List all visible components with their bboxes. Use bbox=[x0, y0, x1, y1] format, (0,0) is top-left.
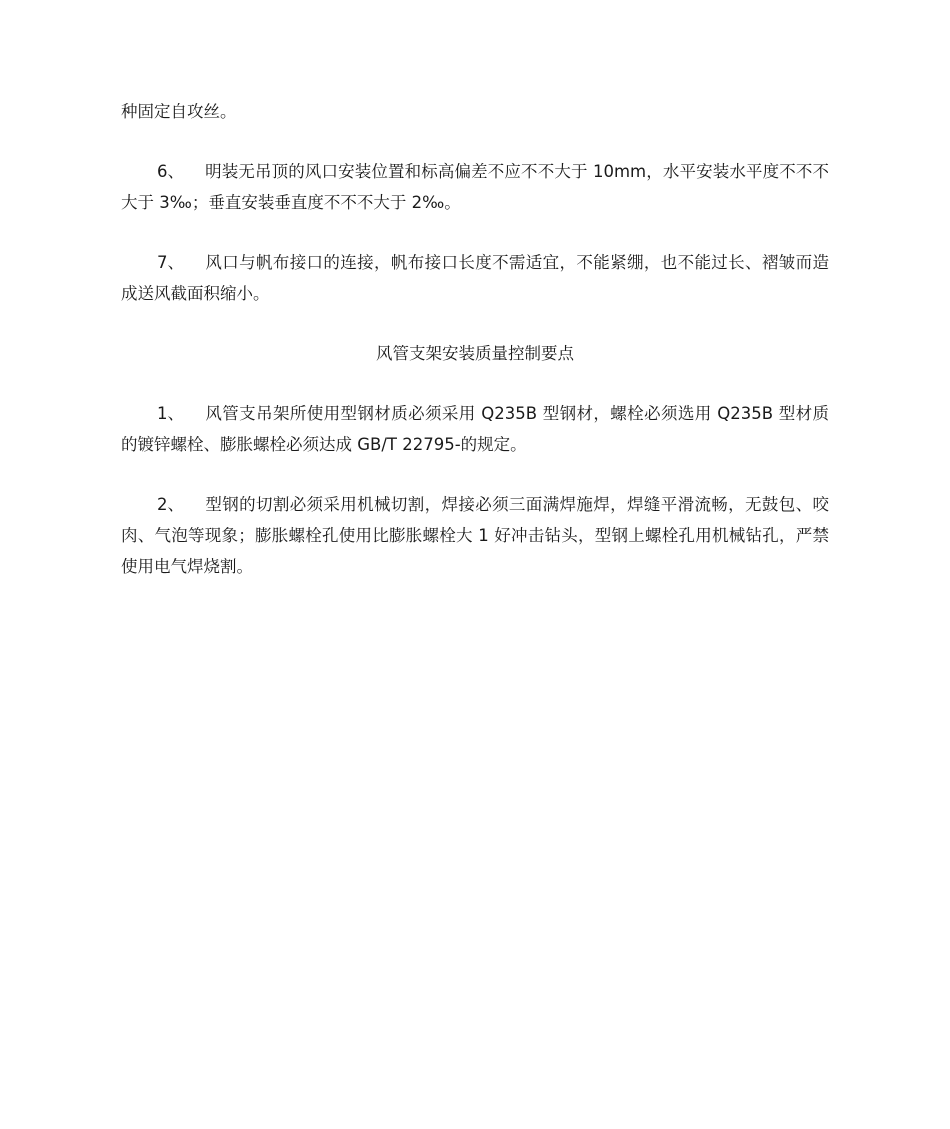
document-body bbox=[121, 96, 829, 582]
section-title: 风管支架安装质量控制要点 bbox=[376, 344, 574, 363]
item-number: 7、 bbox=[157, 253, 184, 272]
paragraph-text: 种固定自攻丝。 bbox=[121, 102, 237, 121]
paragraph-item-7 bbox=[121, 247, 829, 309]
paragraph-item-6 bbox=[121, 156, 829, 218]
paragraph-text: 型钢的切割必须采用机械切割，焊接必须三面满焊施焊，焊缝平滑流畅，无鼓包、咬肉、气泡等现象；膨胀螺栓孔使用比膨胀螺栓大 1 好冲击钻头，型钢上螺栓孔用机械钻孔，严禁使用电气焊烧割。 bbox=[121, 495, 829, 576]
item-number: 6、 bbox=[157, 162, 184, 181]
paragraph-item-2 bbox=[121, 489, 829, 582]
item-number: 2、 bbox=[157, 495, 184, 514]
paragraph-text: 风管支吊架所使用型钢材质必须采用 Q235B 型钢材，螺栓必须选用 Q235B 型材质的镀锌螺栓、膨胀螺栓必须达成 GB/T 22795-的规定。 bbox=[121, 404, 829, 454]
item-number: 1、 bbox=[157, 404, 184, 423]
paragraph-item-1 bbox=[121, 398, 829, 460]
paragraph-text: 风口与帆布接口的连接，帆布接口长度不需适宜，不能紧绷，也不能过长、褶皱而造成送风截面积缩小。 bbox=[121, 253, 829, 303]
paragraph-continuation bbox=[121, 96, 829, 127]
paragraph-text: 明装无吊顶的风口安装位置和标高偏差不应不不大于 10mm，水平安装水平度不不不大于 3‰；垂直安装垂直度不不不大于 2‰。 bbox=[121, 162, 829, 212]
